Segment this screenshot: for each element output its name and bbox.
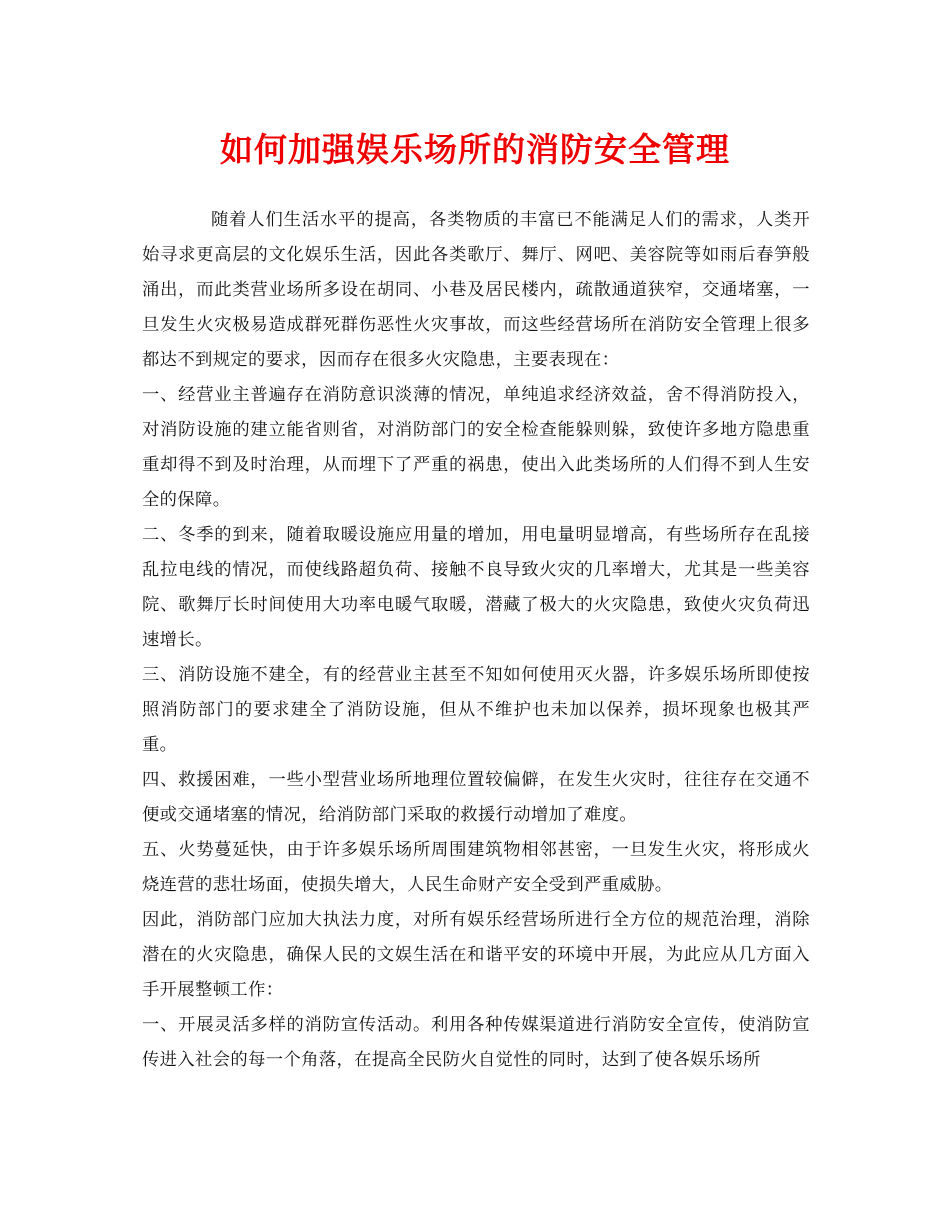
- intro-paragraph: 随着人们生活水平的提高，各类物质的丰富已不能满足人们的需求，人类开始寻求更高层的文化娱乐生活，因此各类歌厅、舞厅、网吧、美容院等如雨后春笋般涌出，而此类营业场所多设在胡同、小巷及居民楼内，疏散通道狭窄，交通堵塞，一旦发生火灾极易造成群死群伤恶性火灾事故，而这些经营场所在消防安全管理上很多都达不到规定的要求，因而存在很多火灾隐患，主要表现在：: [142, 210, 810, 370]
- document-title: 如何加强娱乐场所的消防安全管理: [220, 130, 730, 169]
- paragraph-issue-2: 二、冬季的到来，随着取暖设施应用量的增加，用电量明显增高，有些场所存在乱接乱拉电线的情况，而使线路超负荷、接触不良导致火灾的几率增大，尤其是一些美容院、歌舞厅长时间使用大功率电暖气取暖，潜藏了极大的火灾隐患，致使火灾负荷迅速增长。: [142, 525, 810, 650]
- paragraph-issue-4: 四、救援困难，一些小型营业场所地理位置较偏僻，在发生火灾时，往往存在交通不便或交通堵塞的情况，给消防部门采取的救援行动增加了难度。: [142, 770, 810, 825]
- document-body: [142, 203, 810, 1078]
- paragraph-measure-1: 一、开展灵活多样的消防宣传活动。利用各种传媒渠道进行消防安全宣传，使消防宣传进入社会的每一个角落，在提高全民防火自觉性的同时，达到了使各娱乐场所: [142, 1015, 810, 1070]
- paragraph-issue-5: 五、火势蔓延快，由于许多娱乐场所周围建筑物相邻甚密，一旦发生火灾，将形成火烧连营的悲壮场面，使损失增大，人民生命财产安全受到严重威胁。: [142, 840, 810, 895]
- paragraph-issue-3: 三、消防设施不建全，有的经营业主甚至不知如何使用灭火器，许多娱乐场所即使按照消防部门的要求建全了消防设施，但从不维护也未加以保养，损坏现象也极其严重。: [142, 665, 810, 755]
- paragraph-issue-1: 一、经营业主普遍存在消防意识淡薄的情况，单纯追求经济效益，舍不得消防投入，对消防设施的建立能省则省，对消防部门的安全检查能躲则躲，致使许多地方隐患重重却得不到及时治理，从而埋下了严重的祸患，使出入此类场所的人们得不到人生安全的保障。: [142, 385, 810, 510]
- paragraph-conclusion: 因此，消防部门应加大执法力度，对所有娱乐经营场所进行全方位的规范治理，消除潜在的火灾隐患，确保人民的文娱生活在和谐平安的环境中开展，为此应从几方面入手开展整顿工作：: [142, 910, 810, 1000]
